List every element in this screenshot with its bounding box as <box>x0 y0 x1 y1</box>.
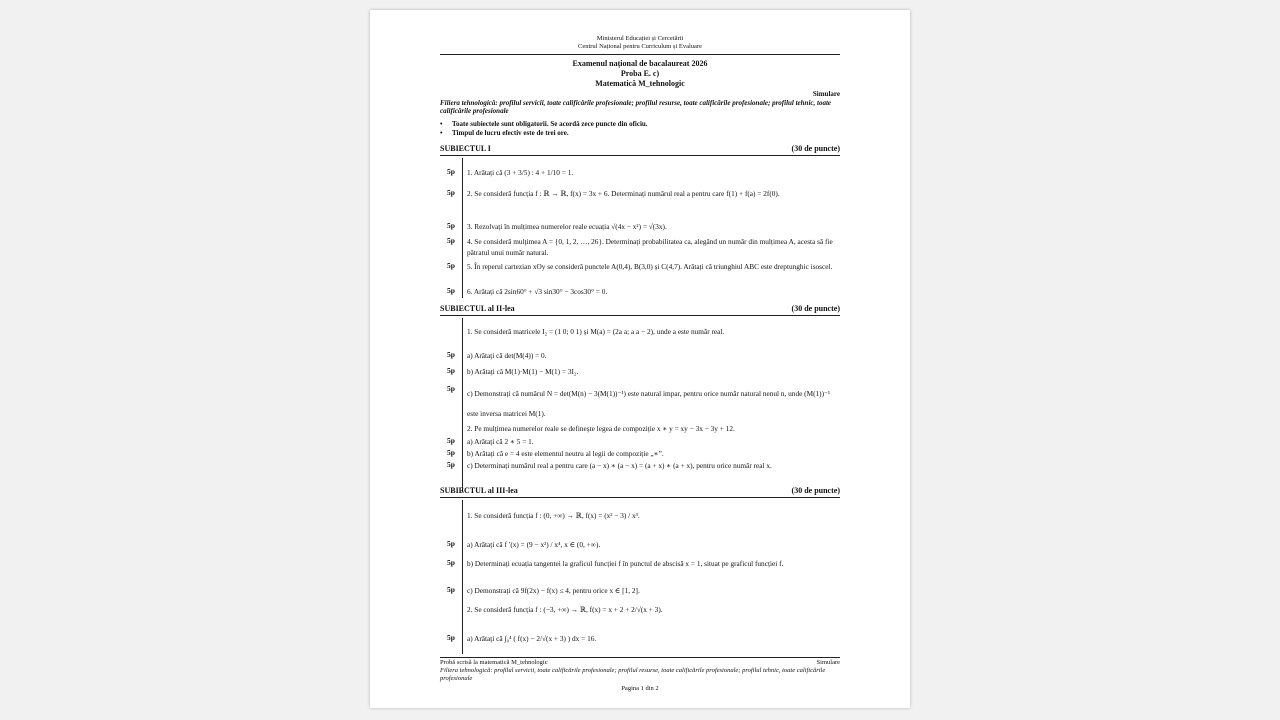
simulare-label: Simulare <box>812 90 840 98</box>
s1-item-4: 4. Se consideră mulțimea A = {0, 1, 2, …, 26}. Determinați probabilitatea ca, alegând un număr din mulțimea A, acesta să fie pătratul unui număr natural. <box>467 237 833 257</box>
s2-item-2c: c) Determinați numărul real a pentru care (a − x) ∗ (a − x) = (a + x) ∗ (a + x), pentru orice număr real x. <box>467 461 772 470</box>
footer-left: Probă scrisă la matematică M_tehnologic <box>440 659 548 666</box>
s3-points-1c: 5p <box>447 585 455 594</box>
s1-points-4: 5p <box>447 236 455 245</box>
section-2-header <box>440 304 840 313</box>
exam-title: Examenul național de bacalaureat 2026 <box>572 59 708 68</box>
page-number: Pagina 1 din 2 <box>621 685 659 692</box>
s3-intro-1: 1. Se consideră funcția f : (0, +∞) → ℝ, f(x) = (x² − 3) / x³. <box>467 511 640 520</box>
s2-item-1b: b) Arătați că M(1)·M(1) − M(1) = 3I₂. <box>467 367 579 376</box>
rule-2: Timpul de lucru efectiv este de trei ore. <box>452 129 569 137</box>
section-3-bar <box>462 500 463 654</box>
s2-points-1a: 5p <box>447 350 455 359</box>
s3-item-1c: c) Demonstrați că 9f(2x) − f(x) ≤ 4, pentru orice x ∈ [1, 2]. <box>467 586 640 595</box>
section-3-title: SUBIECTUL al III-lea <box>440 486 518 495</box>
s2-intro-2: 2. Pe mulțimea numerelor reale se definește legea de compoziție x ∗ y = xy − 3x − 3y + 12. <box>467 424 735 433</box>
rule-bullet-1: • <box>440 120 443 128</box>
section-3-header <box>440 486 840 495</box>
s3-item-1a: a) Arătați că f ′(x) = (9 − x²) / x⁴, x ∈ (0, +∞). <box>467 540 601 549</box>
proba-title: Proba E. c) <box>620 69 660 78</box>
s3-intro-2: 2. Se consideră funcția f : (−3, +∞) → ℝ, f(x) = x + 2 + 2/√(x + 3). <box>467 605 663 614</box>
section-3-points: (30 de puncte) <box>791 486 840 495</box>
header-divider <box>440 54 840 55</box>
section-1-bar <box>462 158 463 298</box>
s2-item-1c: c) Demonstrați că numărul N = det(M(n) − 3(M(1))⁻¹) este natural impar, pentru orice număr natural nenul n, unde (M(1))⁻¹ este inversa matricei M(1). <box>467 389 831 418</box>
section-2-bar <box>462 318 463 492</box>
exam-page <box>370 10 910 708</box>
s1-item-5: 5. În reperul cartezian xOy se consideră punctele A(0,4), B(3,0) și C(4,7). Arătați că triunghiul ABC este dreptunghic isoscel. <box>467 262 833 271</box>
s2-points-2c: 5p <box>447 460 455 469</box>
section-2-divider <box>440 315 840 316</box>
center-name: Centrul Național pentru Curriculum și Evaluare <box>577 43 702 50</box>
s3-points-1b: 5p <box>447 558 455 567</box>
footer-right: Simulare <box>816 659 840 666</box>
rule-bullet-2: • <box>440 129 443 137</box>
s1-points-3: 5p <box>447 221 455 230</box>
s1-item-1: 1. Arătați că (3 + 3/5) : 4 + 1/10 = 1. <box>467 168 574 177</box>
section-2-points: (30 de puncte) <box>791 304 840 313</box>
section-1-divider <box>440 155 840 156</box>
s1-item-3: 3. Rezolvați în mulțimea numerelor reale ecuația √(4x − x²) = √(3x). <box>467 222 667 231</box>
s1-points-1: 5p <box>447 167 455 176</box>
s2-item-1a: a) Arătați că det(M(4)) = 0. <box>467 351 547 360</box>
s1-points-5: 5p <box>447 261 455 270</box>
s3-points-2a: 5p <box>447 633 455 642</box>
footer-row <box>440 659 840 667</box>
section-1-header <box>440 144 840 153</box>
s3-item-2a: a) Arătați că ∫₀⁴ ( f(x) − 2/√(x + 3) ) dx = 16. <box>467 634 597 643</box>
section-1-points: (30 de puncte) <box>791 144 840 153</box>
section-2-title: SUBIECTUL al II-lea <box>440 304 515 313</box>
s1-item-2: 2. Se consideră funcția f : ℝ → ℝ, f(x) = 3x + 6. Determinați numărul real a pentru care f(1) + f(a) = 2f(0). <box>467 189 780 198</box>
s2-points-2b: 5p <box>447 448 455 457</box>
s2-points-1b: 5p <box>447 366 455 375</box>
rule-1: Toate subiectele sunt obligatorii. Se acordă zece puncte din oficiu. <box>452 120 648 128</box>
s2-item-2a: a) Arătați că 2 ∗ 5 = 1. <box>467 437 534 446</box>
s2-points-2a: 5p <box>447 436 455 445</box>
footer-filiera: Filiera tehnologică: profilul servicii, toate calificările profesionale; profilul resurse, toate calificările profesionale; profilul tehnic, toate calificările profesionale <box>440 667 826 682</box>
footer-divider <box>440 657 840 658</box>
section-3-divider <box>440 497 840 498</box>
s3-item-1b: b) Determinați ecuația tangentei la graficul funcției f în punctul de abscisă x = 1, situat pe graficul funcției f. <box>467 559 784 568</box>
s2-intro-1: 1. Se consideră matricele I₂ = (1 0; 0 1) și M(a) = (2a a; a a − 2), unde a este număr real. <box>467 327 725 336</box>
s2-item-2b: b) Arătați că e = 4 este elementul neutru al legii de compoziție „∗”. <box>467 449 664 458</box>
ministry-name: Ministerul Educației și Cercetării <box>596 35 684 42</box>
subject-title: Matematică M_tehnologic <box>595 79 685 88</box>
section-1-title: SUBIECTUL I <box>440 144 491 153</box>
filiera-text: Filiera tehnologică: profilul servicii, toate calificările profesionale; profilul resurse, toate calificările profesionale; profilul tehnic, toate calificările profesionale <box>440 99 831 116</box>
s3-points-1a: 5p <box>447 539 455 548</box>
s1-points-6: 5p <box>447 286 455 295</box>
s2-points-1c: 5p <box>447 384 455 393</box>
s1-item-6: 6. Arătați că 2sin60° + √3 sin30° − 3cos30° = 0. <box>467 287 608 296</box>
s1-points-2: 5p <box>447 188 455 197</box>
